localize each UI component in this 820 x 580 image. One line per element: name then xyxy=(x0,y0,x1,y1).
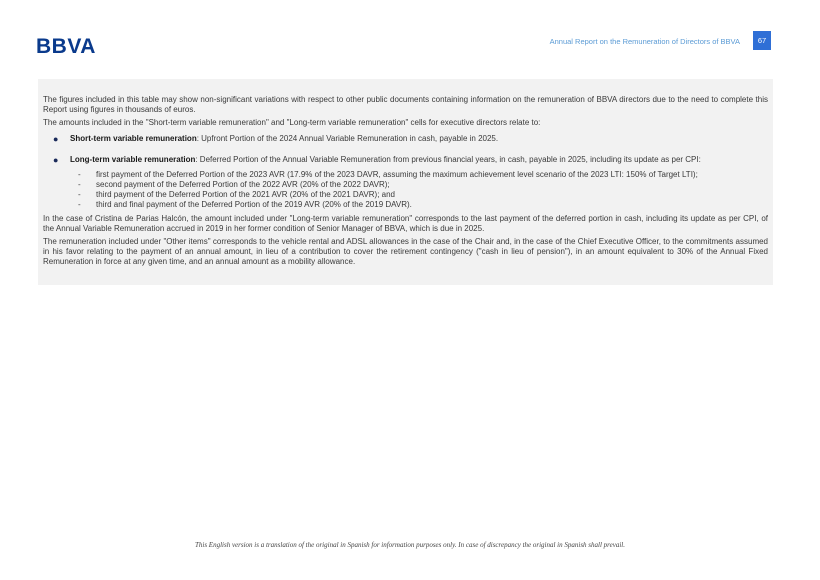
bullet-dot-icon: ● xyxy=(53,155,59,165)
bbva-logo: BBVA xyxy=(36,35,96,58)
note-paragraph-3: In the case of Cristina de Parias Halcón, the amount included under "Long-term variable remuneration" corresponds to the last payment of the deferred portion in cash, including its update as per CPI, of the Annual Variable Remuneration accrued in 2019 in her former condition of Senior Manager of BBVA, which is due in 2025. xyxy=(43,214,768,233)
bullet-long-term xyxy=(43,155,768,165)
list-item: - third and final payment of the Deferred Portion of the 2019 AVR (20% of the 2019 DAVR). xyxy=(78,200,412,209)
bullet-short-term-text: : Upfront Portion of the 2024 Annual Variable Remuneration in cash, payable in 2025. xyxy=(196,134,499,143)
bullet-long-term-text: : Deferred Portion of the Annual Variable Remuneration from previous financial years, in cash, payable in 2025, including its update as per CPI: xyxy=(195,155,701,164)
report-title: Annual Report on the Remuneration of Directors of BBVA xyxy=(549,37,740,46)
note-paragraph-2: The amounts included in the "Short-term variable remuneration" and "Long-term variable remuneration" cells for executive directors relate to: xyxy=(43,118,541,127)
bullet-dot-icon: ● xyxy=(53,134,59,144)
page-number-badge: 67 xyxy=(753,31,771,50)
bullet-short-term-label: Short-term variable remuneration xyxy=(70,134,197,143)
bullet-short-term xyxy=(43,134,768,144)
translation-disclaimer: This English version is a translation of the original in Spanish for information purposes only. In case of discrepancy the original in Spanish shall prevail. xyxy=(195,541,625,549)
deferred-payments-list xyxy=(43,170,768,210)
list-item: - second payment of the Deferred Portion of the 2022 AVR (20% of the 2022 DAVR); xyxy=(78,180,390,189)
bullet-long-term-label: Long-term variable remuneration xyxy=(70,155,196,164)
list-item: - third payment of the Deferred Portion of the 2021 AVR (20% of the 2021 DAVR); and xyxy=(78,190,395,199)
note-paragraph-1: The figures included in this table may show non-significant variations with respect to other public documents containing information on the remuneration of BBVA directors due to the need to complete this Report using figures in thousands of euros. xyxy=(43,95,768,114)
note-paragraph-4: The remuneration included under "Other items" corresponds to the vehicle rental and ADSL allowances in the case of the Chair and, in the case of the Chief Executive Officer, to the commitments assumed in his favor relating to the payment of an annual amount, in lieu of a contribution to cover the retirement contingency ("cash in lieu of pension"), in an amount equivalent to 30% of the Annual Fixed Remuneration in force at any given time, and an annual amount as a mobility allowance. xyxy=(43,237,768,266)
notes-box xyxy=(38,79,773,285)
list-item: - first payment of the Deferred Portion of the 2023 AVR (17.9% of the 2023 DAVR, assuming the maximum achievement level scenario of the 2023 LTI: 150% of Target LTI); xyxy=(78,170,698,179)
